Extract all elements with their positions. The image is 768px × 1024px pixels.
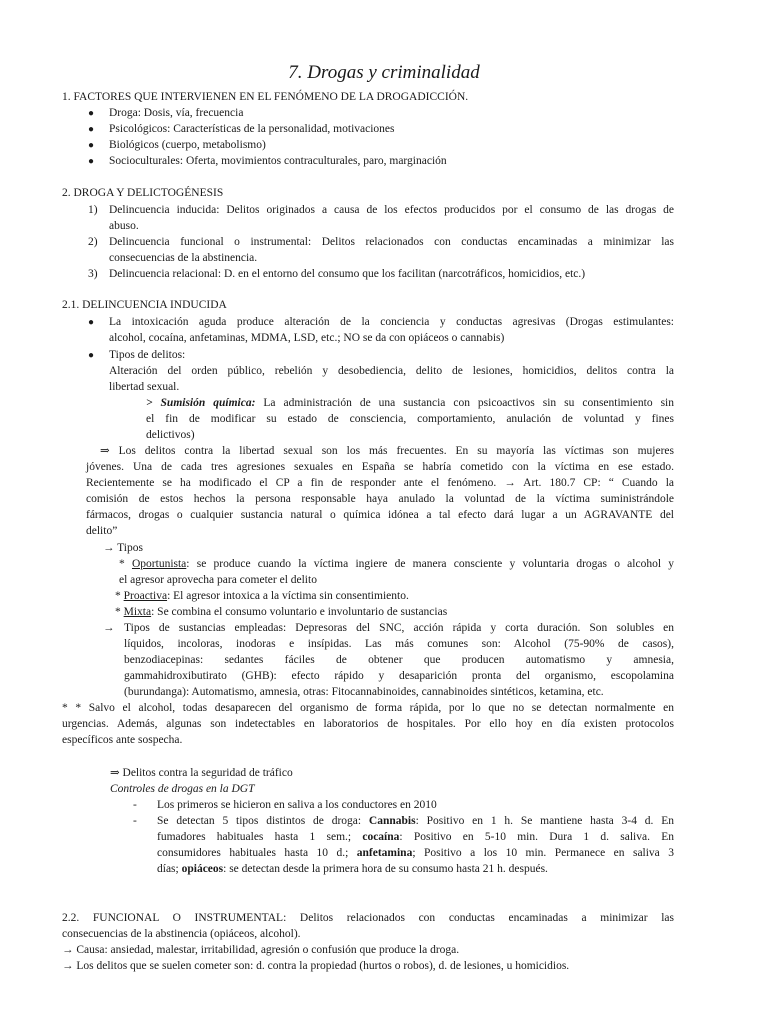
dash-icon: - <box>133 815 137 827</box>
type-opportunist: el agresor aprovecha para cometer el delito <box>119 574 317 586</box>
alcohol-note: * * Salvo el alcohol, todas desaparecen del organismo de forma rápida, por lo que no se detectan normalmente en <box>62 702 674 714</box>
chemical-submission-label: > Sumisión química: <box>146 397 256 409</box>
substances-text: benzodiacepinas: sedantes fáciles de obtener que producen automatismo y amnesia, <box>124 654 674 666</box>
dgt-item-2: consumidores habituales hasta 10 d.; anfetamina; Positivo a los 10 min. Permanece en saliva 3 <box>157 847 674 859</box>
substances-text: gammahidroxibutirato (GHB): efecto rápido y desaparición pronta del organismo, escopolamina <box>124 670 674 682</box>
sexual-crimes-text: fármacos, drogas o cualquier sustancia natural o química idónea a tal efecto dará lugar a un AGRAVANTE del <box>86 509 674 521</box>
crime-types-text: libertad sexual. <box>109 381 180 393</box>
alcohol-note: específicos ante sospecha. <box>62 734 183 746</box>
substances-text: Tipos de sustancias empleadas: Depresoras del SNC, acción rápida y corta duración. Son solubles en <box>124 622 674 634</box>
bullet-icon: ● <box>88 124 95 135</box>
bullet-icon: ● <box>88 156 95 167</box>
arrow-icon: → <box>103 622 115 634</box>
section-2-heading: 2. DROGA Y DELICTOGÉNESIS <box>62 187 224 199</box>
section-1-heading: 1. FACTORES QUE INTERVIENEN EN EL FENÓMENO DE LA DROGADICCIÓN. <box>62 91 469 103</box>
alcohol-note: urgencias. Además, algunas son indetectables en laboratorios de hospitales. Por ello hoy en día existen protocolos <box>62 718 674 730</box>
bullet-icon: ● <box>88 350 95 361</box>
document-title: 7. Drogas y criminalidad <box>288 62 480 83</box>
section-2-2-crimes: → Los delitos que se suelen cometer son: d. contra la propiedad (hurtos o robos), d. de lesiones, u homicidios. <box>62 960 570 972</box>
sexual-crimes-text: ⇒ Los delitos contra la libertad sexual son los más frecuentes. En su mayoría las víctimas son mujeres <box>100 445 674 457</box>
dgt-item-2: días; opiáceos: se detectan desde la primera hora de su consumo hasta 21 h. después. <box>157 863 548 875</box>
section-2-2-heading: 2.2. FUNCIONAL O INSTRUMENTAL: Delitos relacionados con conductas encaminadas a minimizar las <box>62 912 674 924</box>
traffic-heading: ⇒ Delitos contra la seguridad de tráfico <box>110 767 293 779</box>
section-2-1-heading: 2.1. DELINCUENCIA INDUCIDA <box>62 299 227 311</box>
dgt-item-2: Se detectan 5 tipos distintos de droga: Cannabis: Positivo en 1 h. Se mantiene hasta 3-4 d. En <box>157 815 674 827</box>
substances-text: (burundanga): Automatismo, amnesia, otras: Fitocannabinoides, cannabinoides sintéticos, ketamina, etc. <box>124 686 604 698</box>
sexual-crimes-text: Recientemente se ha modificado el CP a fin de responder ante el fenómeno. → Art. 180.7 CP: “ Cuando la <box>86 477 674 489</box>
type-mixed: * Mixta: Se combina el consumo voluntario e involuntario de sustancias <box>115 606 448 618</box>
type-opportunist: * Oportunista: se produce cuando la víctima ingiere de manera consciente y voluntaria drogas o alcohol y <box>119 558 675 570</box>
substances-text: líquidos, incoloras, inodoras e insípidas. Las más comunes son: Alcohol (75-90% de casos), <box>124 638 674 650</box>
bullet-icon: ● <box>88 108 95 119</box>
document-page: 7. Drogas y criminalidad 1. FACTORES QUE INTERVIENEN EN EL FENÓMENO DE LA DROGADICCIÓN. ● Droga: Dosis, vía, frecuencia ● Psicológicos: Características de la personalidad, motivaciones ● Biológicos (cuerpo, metabolismo) ● Socioculturales: Oferta, movimientos contraculturales, paro, marginación 2. DROGA Y DELICTOGÉNESIS 1) Delincuencia inducida: Delitos originados a causa de los efectos producidos por el consumo de las drogas de abuso. 2) Delincuencia funcional o instrumental: Delitos relacionados con conductas encaminadas a minimizar las consecuencias de la abstinencia. 3) Delincuencia relacional: D. en el entorno del consumo que los facilitan (narcotráficos, homicidios, etc.) 2.1. DELINCUENCIA INDUCIDA ● La intoxicación aguda produce alteración de la conciencia y conductas agresivas (Drogas estimulantes: alcohol, cocaína, anfetaminas, MDMA, LSD, etc.; NO se da con opiáceos o cannabis) ● Tipos de delitos: Alteración del orden público, rebelión y desobediencia, delito de lesiones, homicidios, delitos contra la libertad sexual. > Sumisión química: La administración de una sustancia con psicoactivos sin su consentimiento sin el fin de modificar su estado de consciencia, comportamiento, anulación de voluntad y fines delictivos) ⇒ Los delitos contra la libertad sexual son los más frecuentes. En su mayoría las víctimas son mujeres jóvenes. Una de cada tres agresiones sexuales en España se habría cometido con la víctima en ese estado. Recientemente se ha modificado el CP a fin de responder ante el fenómeno. → Art. 180.7 CP: “ Cuando la comisión de estos hechos la persona responsable haya anulado la voluntad de la víctima suministrándole fármacos, drogas o cualquier sustancia natural o química idónea a tal efecto dará lugar a un AGRAVANTE del delito” → Tipos * Oportunista: se produce cuando la víctima ingiere de manera consciente y voluntaria drogas o alcohol y el agresor aprovecha para cometer el delito * Proactiva: El agresor intoxica a la víctima sin consentimiento. * Mixta: Se combina el consumo voluntario e involuntario de sustancias → Tipos de sustancias empleadas: Depresoras del SNC, acción rápida y corta duración. Son solubles en líquidos, incoloras, inodoras e insípidas. Las más comunes son: Alcohol (75-90% de casos), benzodiacepinas: sedantes fáciles de obtener que producen automatismo y amnesia, gammahidroxibutirato (GHB): efecto rápido y desaparición pronta del organismo, escopolamina (burundanga): Automatismo, amnesia, otras: Fitocannabinoides, cannabinoides sintéticos, ketamina, etc. * * Salvo el alcohol, todas desaparecen del organismo de forma rápida, por lo que no se detectan normalmente en urgencias. Además, algunas son indetectables en laboratorios de hospitales. Por ello hoy en día existen protocolos específicos ante sospecha. ⇒ Delitos contra la seguridad de tráfico Controles de drogas en la DGT - Los primeros se hicieron en saliva a los conductores en 2010 - Se detectan 5 tipos distintos de droga: Cannabis: Positivo en 1 h. Se mantiene hasta 3-4 d. En fumadores habituales hasta 1 sem.; cocaína: Positivo en 5-10 min. Dura 1 d. saliva. En consumidores habituales hasta 10 d.; anfetamina; Positivo a los 10 min. Permanece en saliva 3 días; opiáceos: se detectan desde la primera hora de su consumo hasta 21 h. después. 2.2. FUNCIONAL O INSTRUMENTAL: Delitos relacionados con conductas encaminadas a minimizar las consecuencias de la abstinencia (opiáceos, alcohol). → Causa: ansiedad, malestar, irritabilidad, agresión o confusión que produce la droga. → Los delitos que se suelen cometer son: d. contra la propiedad (hurtos o robos), d. de lesiones, u homicidios. <box>0 0 768 1024</box>
dash-icon: - <box>133 799 137 811</box>
chemical-submission-text: delictivos) <box>146 429 195 441</box>
dgt-item-2: fumadores habituales hasta 1 sem.; cocaína: Positivo en 5-10 min. Dura 1 d. saliva. En <box>157 831 674 843</box>
sexual-crimes-text: delito” <box>86 525 118 537</box>
section-2-2-cause: → Causa: ansiedad, malestar, irritabilidad, agresión o confusión que produce la droga. <box>62 944 460 956</box>
section-2-2-text: consecuencias de la abstinencia (opiáceos, alcohol). <box>62 928 301 940</box>
types-heading: → Tipos <box>103 542 143 554</box>
sexual-crimes-text: jóvenes. Una de cada tres agresiones sexuales en España se habría cometido con la víctima en ese estado. <box>86 461 674 473</box>
chemical-submission-text: > Sumisión química: La administración de una sustancia con psicoactivos sin su consentimiento sin <box>146 397 674 409</box>
chemical-submission-text: el fin de modificar su estado de consciencia, comportamiento, anulación de voluntad y fines <box>146 413 674 425</box>
dgt-subheading: Controles de drogas en la DGT <box>110 783 255 795</box>
bullet-icon: ● <box>88 317 95 328</box>
sexual-crimes-text: comisión de estos hechos la persona responsable haya anulado la voluntad de la víctima suministrándole <box>86 493 674 505</box>
dgt-item-1: Los primeros se hicieron en saliva a los conductores en 2010 <box>157 799 437 811</box>
crime-types-text: Alteración del orden público, rebelión y desobediencia, delito de lesiones, homicidios, delitos contra la <box>109 365 674 377</box>
type-proactive: * Proactiva: El agresor intoxica a la víctima sin consentimiento. <box>115 590 409 602</box>
bullet-icon: ● <box>88 140 95 151</box>
